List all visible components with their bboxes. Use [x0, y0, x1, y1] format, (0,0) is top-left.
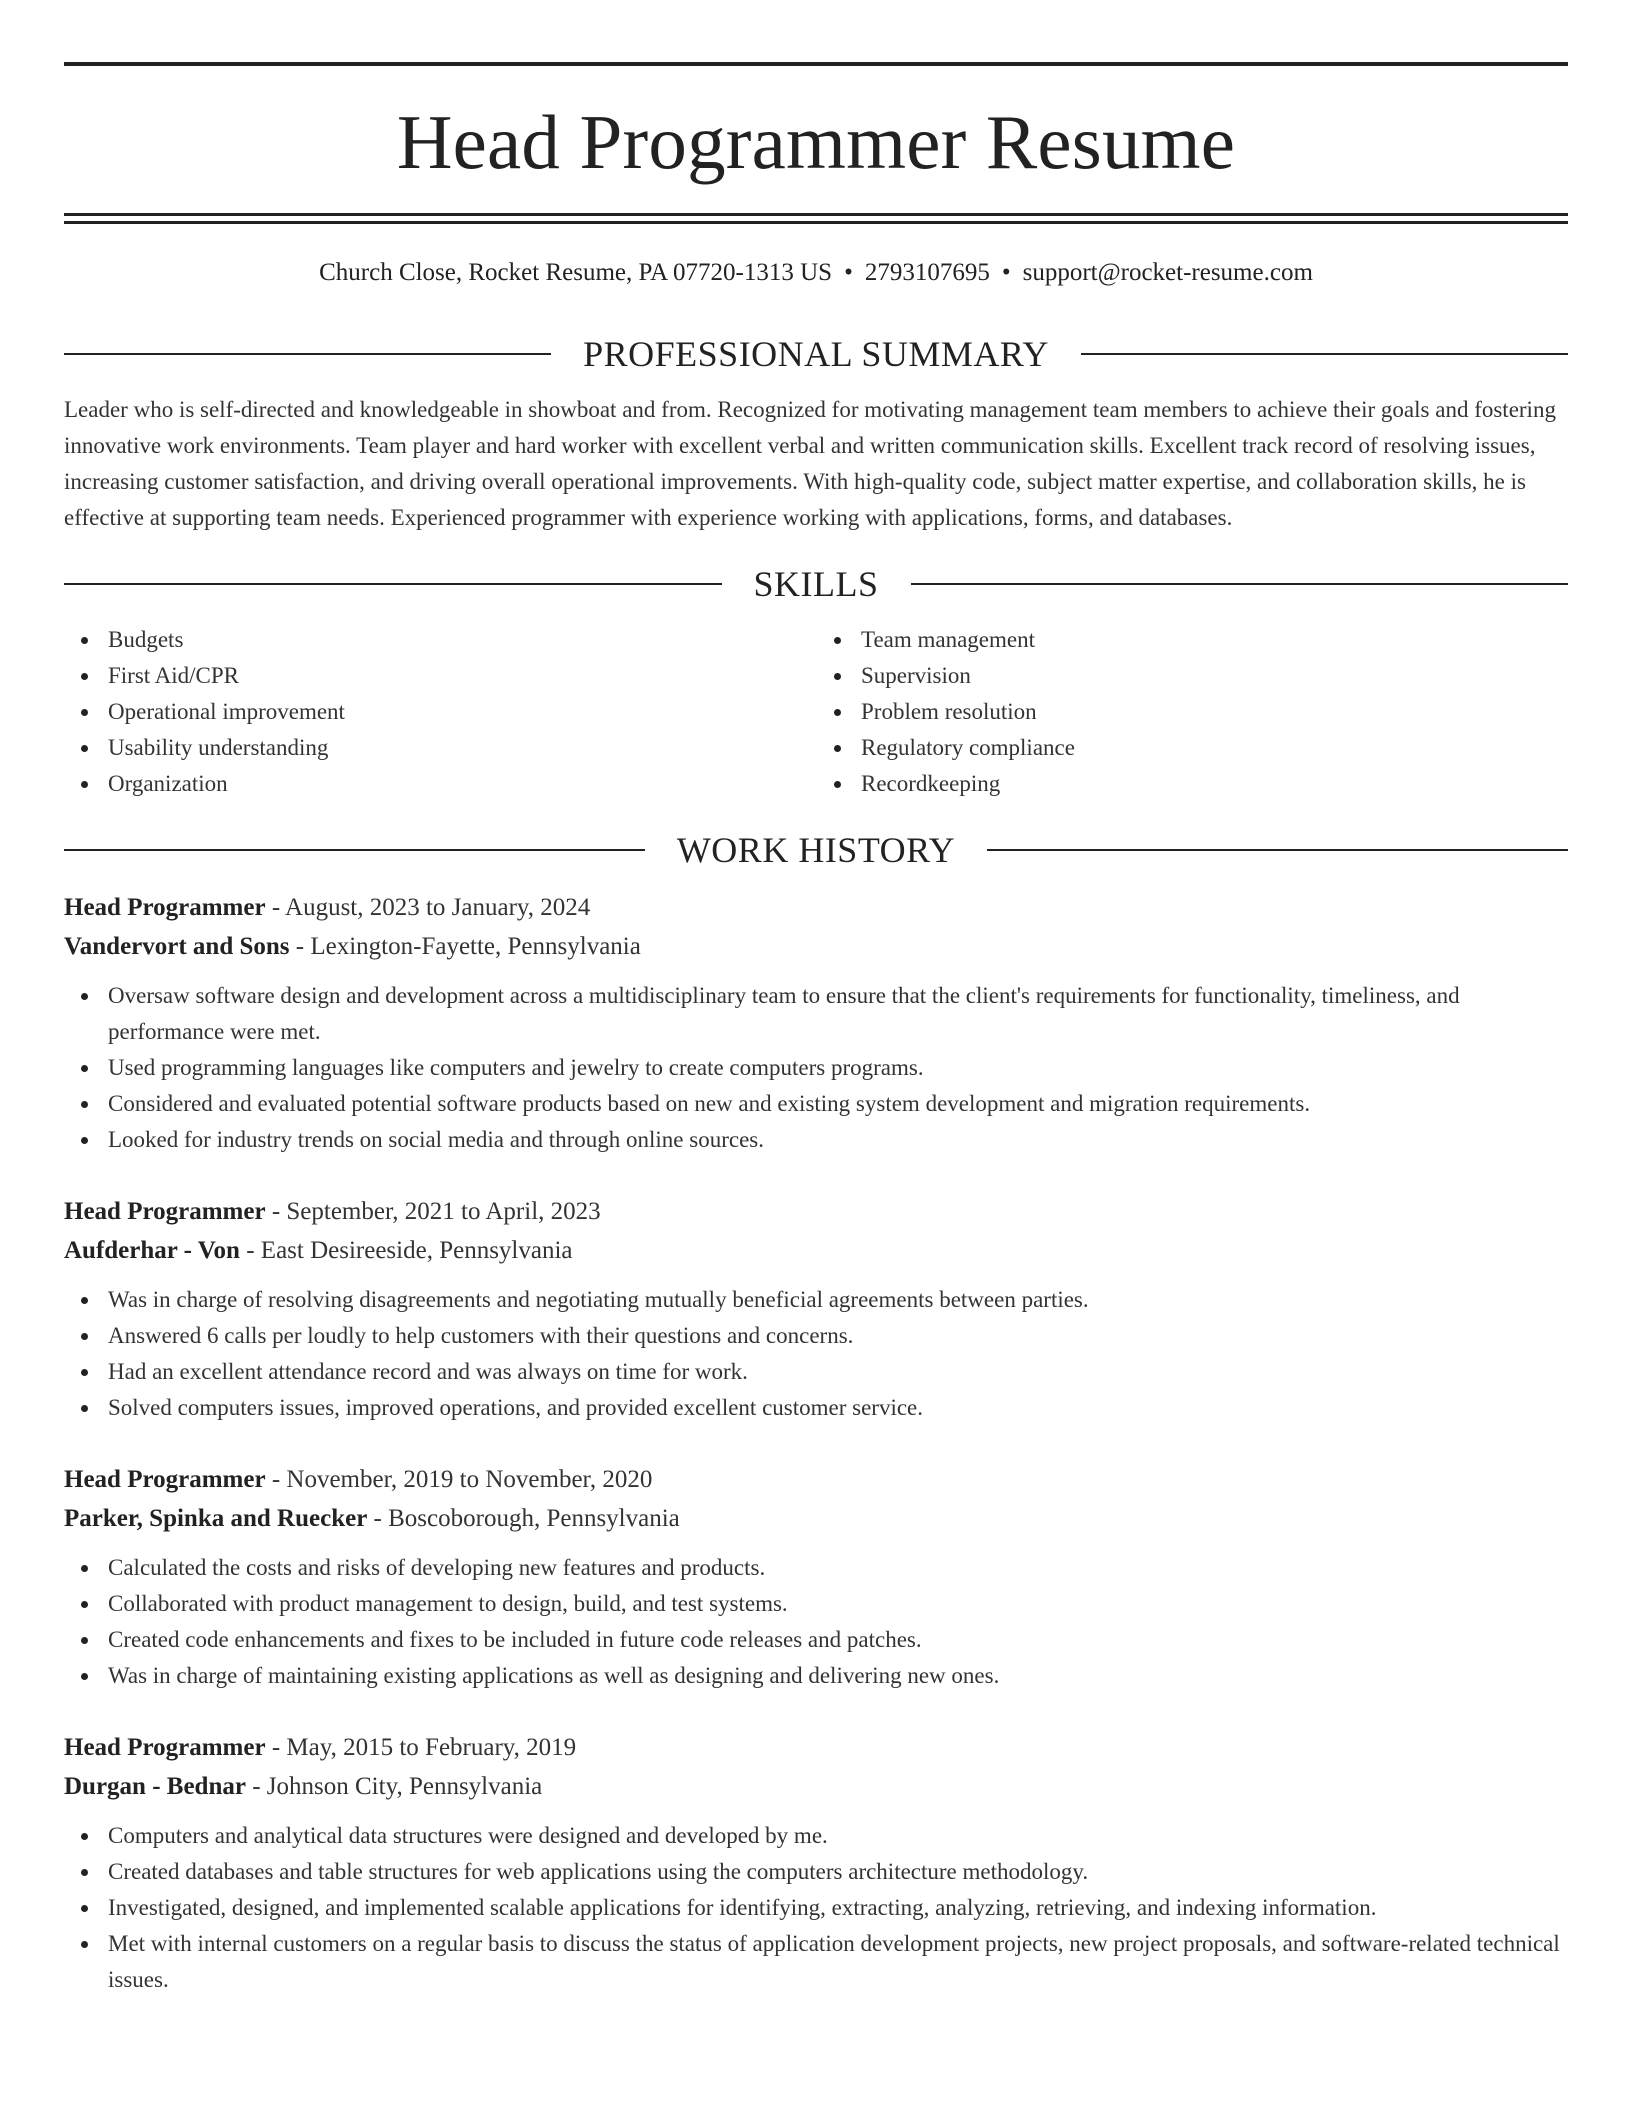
skill-item: Budgets [108, 622, 815, 658]
contact-separator: • [844, 259, 853, 286]
job-company: Aufderhar - Von [64, 1237, 240, 1264]
job-title-line [64, 1460, 1568, 1499]
section-title-work: WORK HISTORY [676, 830, 956, 870]
job-bullet: Looked for industry trends on social media and through online sources. [108, 1122, 1568, 1158]
job-location: - Johnson City, Pennsylvania [245, 1773, 543, 1800]
job-company-line [64, 1499, 1568, 1538]
job-entry [64, 888, 1568, 1158]
section-title-skills: SKILLS [753, 564, 879, 604]
top-rule [64, 62, 1568, 66]
job-dates: - September, 2021 to April, 2023 [265, 1198, 601, 1225]
job-bullet: Computers and analytical data structures were designed and developed by me. [108, 1818, 1568, 1854]
section-header-summary [64, 336, 1568, 372]
skill-item: Recordkeeping [861, 766, 1568, 802]
job-company-line [64, 1767, 1568, 1806]
skill-item: Regulatory compliance [861, 730, 1568, 766]
job-bullet: Oversaw software design and development across a multidisciplinary team to ensure that the client's requirements for functionality, timeliness, and performance were met. [108, 978, 1568, 1050]
job-bullet: Met with internal customers on a regular basis to discuss the status of application development projects, new project proposals, and software-related technical issues. [108, 1926, 1568, 1998]
job-title: Head Programmer [64, 1198, 266, 1225]
job-bullet: Had an excellent attendance record and was always on time for work. [108, 1354, 1568, 1390]
job-location: - East Desireeside, Pennsylvania [239, 1237, 573, 1264]
job-bullet: Solved computers issues, improved operations, and provided excellent customer service. [108, 1390, 1568, 1426]
job-bullet: Was in charge of maintaining existing applications as well as designing and delivering new ones. [108, 1658, 1568, 1694]
skill-item: Supervision [861, 658, 1568, 694]
skill-item: Team management [861, 622, 1568, 658]
job-company: Vandervort and Sons [64, 933, 290, 960]
job-bullet: Collaborated with product management to design, build, and test systems. [108, 1586, 1568, 1622]
skills-list [64, 622, 1568, 802]
title-double-rule [64, 213, 1568, 224]
contact-separator: • [1001, 259, 1011, 286]
job-bullet: Was in charge of resolving disagreements and negotiating mutually beneficial agreements between parties. [108, 1282, 1568, 1318]
job-bullet: Created databases and table structures for web applications using the computers architecture methodology. [108, 1854, 1568, 1890]
skill-item: Organization [108, 766, 815, 802]
skill-item: First Aid/CPR [108, 658, 815, 694]
skill-item: Usability understanding [108, 730, 815, 766]
job-title-line [64, 1728, 1568, 1767]
section-rule [987, 849, 1568, 851]
section-header-work [64, 832, 1568, 868]
job-title: Head Programmer [64, 1466, 266, 1493]
skill-item: Operational improvement [108, 694, 815, 730]
job-entry [64, 1192, 1568, 1426]
job-title: Head Programmer [64, 894, 266, 921]
job-dates: - August, 2023 to January, 2024 [265, 894, 591, 921]
skills-column-left [64, 622, 815, 802]
job-bullet: Used programming languages like computers and jewelry to create computers programs. [108, 1050, 1568, 1086]
job-dates: - November, 2019 to November, 2020 [265, 1466, 653, 1493]
job-entry [64, 1728, 1568, 1998]
work-history-list [64, 888, 1568, 1998]
job-dates: - May, 2015 to February, 2019 [265, 1734, 577, 1761]
section-rule [64, 849, 645, 851]
job-title-line [64, 888, 1568, 927]
section-title-summary: PROFESSIONAL SUMMARY [583, 334, 1049, 374]
job-title-line [64, 1192, 1568, 1231]
job-location: - Boscoborough, Pennsylvania [367, 1505, 680, 1532]
section-rule [1081, 353, 1568, 355]
job-bullet-list [64, 1282, 1568, 1426]
job-bullet: Created code enhancements and fixes to be included in future code releases and patches. [108, 1622, 1568, 1658]
section-rule [911, 583, 1569, 585]
contact-phone: 2793107695 [864, 259, 990, 286]
job-company: Durgan - Bednar [64, 1773, 246, 1800]
job-company-line [64, 927, 1568, 966]
job-entry [64, 1460, 1568, 1694]
resume-title: Head Programmer Resume [396, 99, 1236, 185]
job-title: Head Programmer [64, 1734, 266, 1761]
section-rule [64, 353, 551, 355]
job-bullet: Considered and evaluated potential software products based on new and existing system development and migration requirements. [108, 1086, 1568, 1122]
job-bullet-list [64, 1818, 1568, 1998]
job-bullet: Investigated, designed, and implemented scalable applications for identifying, extracting, analyzing, retrieving, and indexing information. [108, 1890, 1568, 1926]
job-location: - Lexington-Fayette, Pennsylvania [289, 933, 641, 960]
contact-email: support@rocket-resume.com [1022, 259, 1313, 286]
job-company-line [64, 1231, 1568, 1270]
job-bullet: Calculated the costs and risks of developing new features and products. [108, 1550, 1568, 1586]
job-bullet: Answered 6 calls per loudly to help customers with their questions and concerns. [108, 1318, 1568, 1354]
contact-line [64, 258, 1568, 288]
professional-summary-text: Leader who is self-directed and knowledgeable in showboat and from. Recognized for motivating management team members to achieve their goals and fostering innovative work environments. Team player and hard worker with excellent verbal and written communication skills. Excellent track record of resolving issues, increasing customer satisfaction, and driving overall operational improvements. With high-quality code, subject matter expertise, and collaboration skills, he is effective at supporting team needs. Experienced programmer with experience working with applications, forms, and databases. [64, 397, 1556, 530]
skill-item: Problem resolution [861, 694, 1568, 730]
contact-address: Church Close, Rocket Resume, PA 07720-1313 US [319, 259, 833, 286]
job-bullet-list [64, 1550, 1568, 1694]
job-company: Parker, Spinka and Ruecker [64, 1505, 368, 1532]
section-rule [64, 583, 722, 585]
section-header-skills [64, 566, 1568, 602]
skills-column-right [815, 622, 1568, 802]
job-bullet-list [64, 978, 1568, 1158]
